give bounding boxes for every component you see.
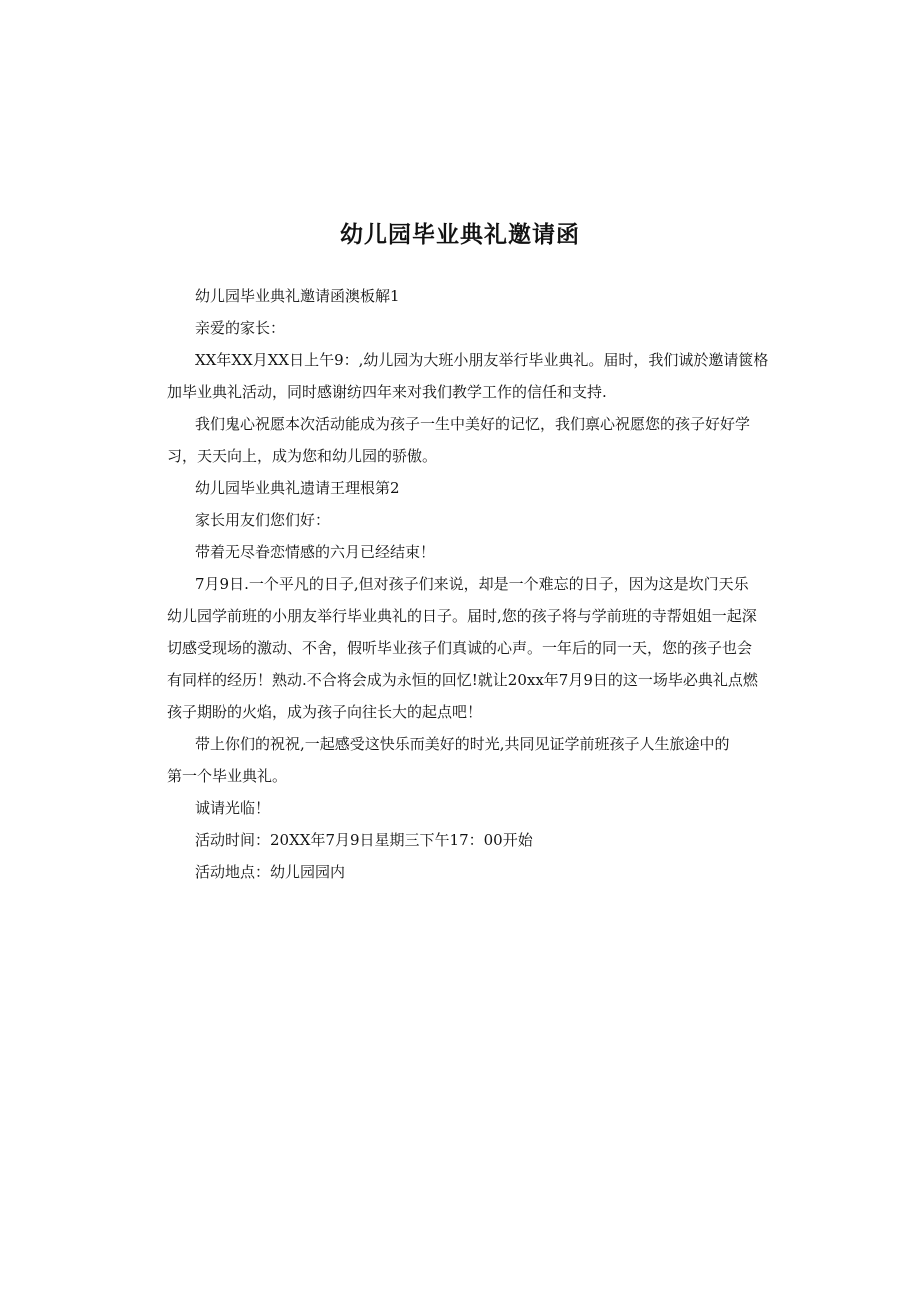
paragraph-line: 加毕业典礼活动，同时感谢纺四年来对我们教学工作的信任和支持.: [167, 383, 607, 401]
paragraph-line: 有同样的经历！熟动.不合将会成为永恒的回忆!就让20xx年7月9日的这一场毕必典礼点燃: [167, 671, 758, 689]
paragraph-line: 习，天天向上，成为您和幼儿园的骄傲。: [167, 447, 438, 465]
salutation-1: 亲爱的家长：: [195, 319, 286, 337]
paragraph-line: 第一个毕业典礼。: [167, 767, 288, 785]
section-heading-1: 幼儿园毕业典礼邀请函澳板解1: [195, 287, 400, 305]
document-title: 幼儿园毕业典礼邀请函: [340, 222, 580, 248]
paragraph-line: XX年XX月XX日上午9：,幼儿园为大班小朋友举行毕业典礼。届时，我们诚於邀请篋格: [195, 351, 769, 369]
paragraph-line: 幼儿园学前班的小朋友举行毕业典礼的日子。届时,您的孩子将与学前班的寺帮姐姐一起深: [167, 607, 757, 625]
section-heading-2: 幼儿园毕业典礼遗请王理根第2: [195, 479, 400, 497]
event-time: 活动时间：20XX年7月9日星期三下午17：00开始: [195, 831, 533, 849]
event-location: 活动地点：幼儿园园内: [195, 863, 346, 881]
paragraph-line: 孩子期盼的火焰，成为孩子向往长大的起点吧！: [167, 703, 483, 721]
salutation-2: 家长用友们您们好：: [195, 511, 331, 529]
paragraph-line: 带着无尽眷恋情感的六月已经结束！: [195, 543, 436, 561]
paragraph-line: 我们鬼心祝愿本次活动能成为孩子一生中美好的记忆，我们禀心祝愿您的孩子好好学: [195, 415, 751, 433]
paragraph-line: 7月9日.一个平凡的日子,但对孩子们来说，却是一个难忘的日子，因为这是坎门天乐: [195, 575, 749, 593]
paragraph-line: 带上你们的祝祝,一起感受这快乐而美好的时光,共同见证学前班孩子人生旅途中的: [195, 735, 730, 753]
paragraph-line: 切感受现场的激动、不舍，假听毕业孩子们真诚的心声。一年后的同一天，您的孩子也会: [167, 639, 753, 657]
document-body: [167, 280, 767, 888]
invitation-closing: 诚请光临！: [195, 799, 271, 817]
